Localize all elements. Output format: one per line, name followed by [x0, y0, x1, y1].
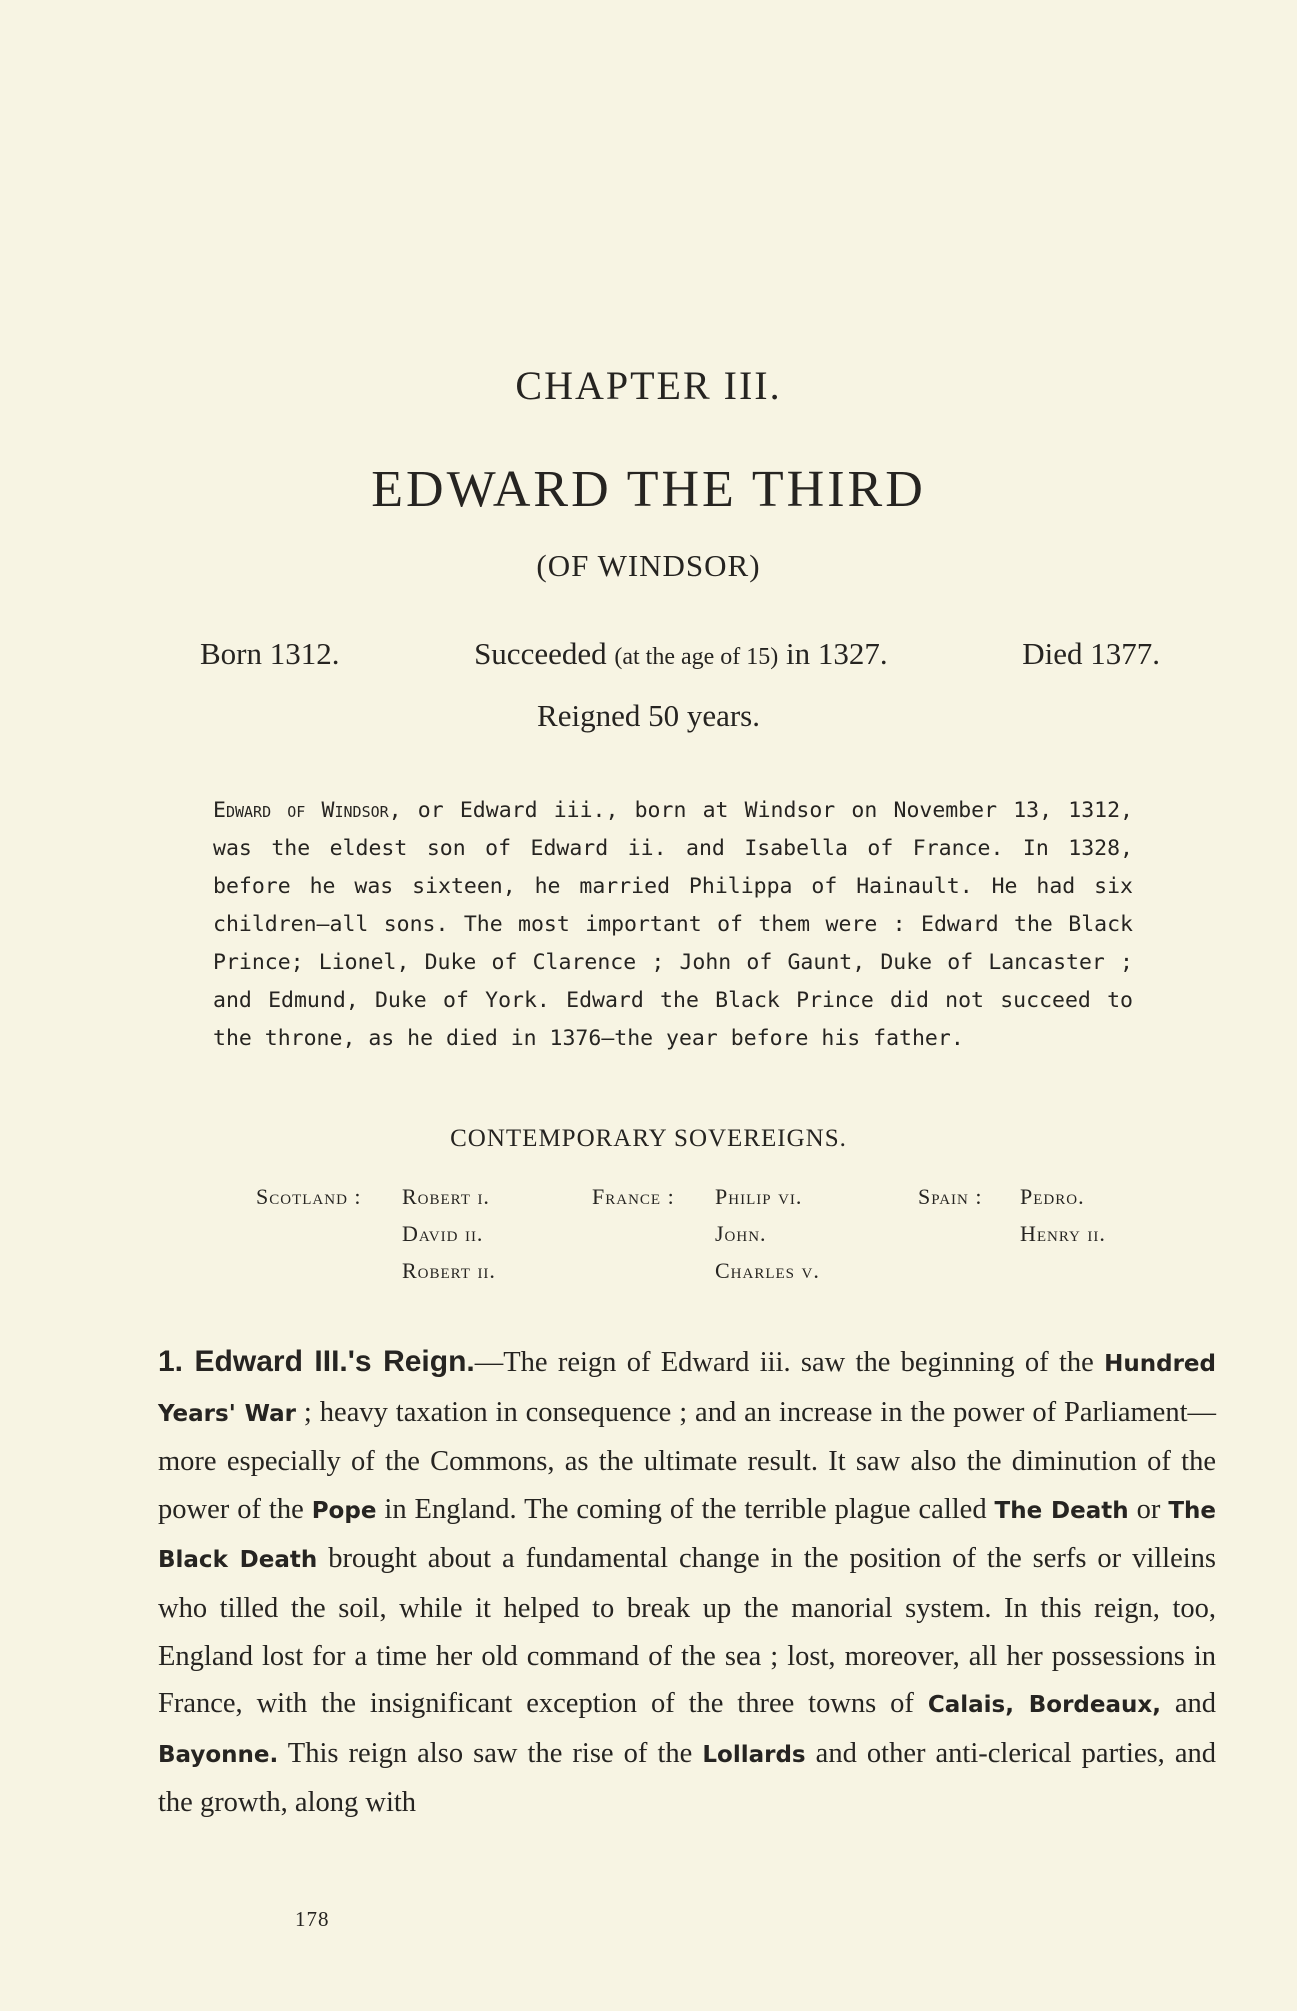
intro-name-lead: Edward of Windsor — [213, 798, 389, 823]
sovereigns-france — [592, 1178, 820, 1289]
ruler-name: Philip vi. — [715, 1184, 803, 1209]
body-text: and — [1160, 1688, 1216, 1720]
country-label: Scotland : — [256, 1184, 362, 1209]
sovereigns-spain — [918, 1178, 1106, 1252]
keyword: Hundred Years' War — [158, 1351, 1216, 1427]
chapter-title: EDWARD THE THIRD — [371, 461, 926, 518]
keyword: Lollards — [702, 1741, 806, 1768]
sovereigns-scotland — [256, 1178, 496, 1289]
reign-length: Reigned 50 years. — [537, 698, 760, 733]
intro-paragraph — [213, 792, 1133, 1058]
succeeded-year: in 1327. — [786, 636, 888, 671]
ruler-name: Pedro. — [1020, 1184, 1085, 1209]
died-date: Died 1377. — [1022, 636, 1160, 671]
keyword: The Black Death — [158, 1497, 1217, 1574]
body-text: ; heavy taxation in consequence ; and an increase in the power of Parliament—more especially of the Commons, as the ultimate result. It saw also the diminution of the power of the — [158, 1396, 1216, 1525]
keyword: Bayonne. — [158, 1741, 279, 1768]
body-text: or — [1128, 1493, 1169, 1525]
chapter-heading: CHAPTER III. — [515, 363, 782, 408]
keyword: Calais, Bordeaux, — [927, 1692, 1161, 1719]
section-1-paragraph — [158, 1338, 1216, 1827]
keyword: Pope — [311, 1497, 377, 1524]
section-1-heading: 1. Edward III.'s Reign. — [158, 1345, 475, 1378]
contemporary-sovereigns-heading: CONTEMPORARY SOVEREIGNS. — [450, 1125, 847, 1152]
succeeded-prefix: Succeeded — [474, 636, 607, 671]
ruler-name: Robert ii. — [402, 1258, 496, 1283]
keyword: The Death — [994, 1497, 1129, 1524]
ruler-name: Robert i. — [402, 1184, 490, 1209]
intro-text: , or Edward iii., born at Windsor on November 13, 1312, was the eldest son of Edward ii. and Isabella of France. In 1328, before he was sixteen, he married Philippa of Hainault. He had six children—all sons. The most important of them were : Edward the Black Prince; Lionel, Duke of Clarence ; John of Gaunt, Duke of Lancaster ; and Edmund, Duke of York. Edward the Black Prince did not succeed to the throne, as he died in 1376—the year before his father. — [213, 798, 1133, 1051]
body-text: in England. The coming of the terrible plague called — [376, 1493, 995, 1525]
ruler-name: Henry ii. — [1020, 1221, 1106, 1246]
country-label: Spain : — [918, 1184, 983, 1209]
dates-line — [200, 636, 1160, 672]
country-label: France : — [592, 1184, 675, 1209]
body-text: This reign also saw the rise of the — [278, 1737, 703, 1769]
body-text: and other anti-clerical parties, and the growth, along with — [158, 1737, 1216, 1819]
ruler-name: John. — [715, 1221, 767, 1246]
ruler-name: Charles v. — [715, 1258, 820, 1283]
body-text: —The reign of Edward iii. saw the beginning of the — [474, 1347, 1105, 1378]
ruler-name: David ii. — [402, 1221, 484, 1246]
chapter-subtitle: (OF WINDSOR) — [536, 548, 761, 583]
succeeded-date — [474, 636, 888, 672]
page-number: 178 — [295, 1907, 330, 1931]
succeeded-age-note: (at the age of 15) — [614, 644, 779, 670]
body-text: brought about a fundamental change in the position of the serfs or villeins who tilled the soil, while it helped to break up the manorial system. In this reign, too, England lost for a time her old command of the sea ; lost, moreover, all her possessions in France, with the insignificant exception of the three towns of — [158, 1543, 1216, 1720]
born-date: Born 1312. — [200, 636, 340, 671]
